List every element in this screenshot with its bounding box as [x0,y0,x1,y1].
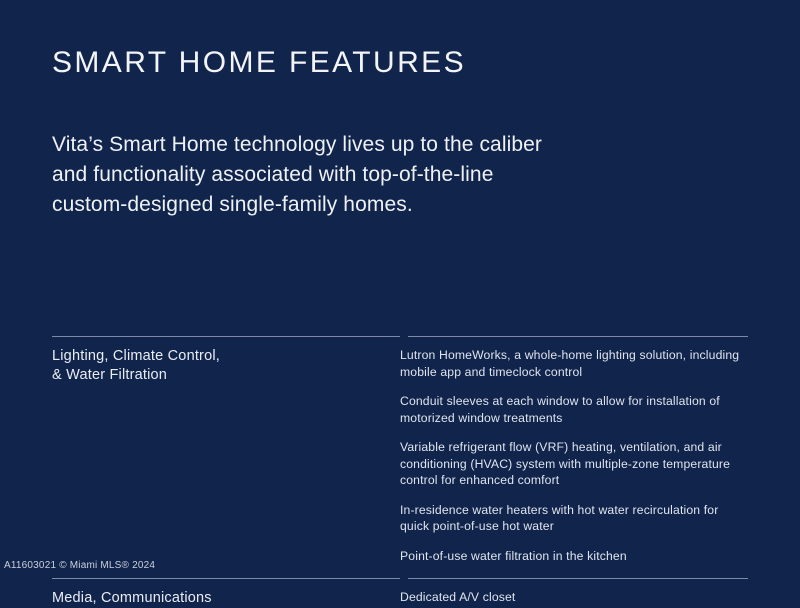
intro-line-1: Vita’s Smart Home technology lives up to the caliber [52,133,543,156]
list-item: Variable refrigerant flow (VRF) heating, ventilation, and air conditioning (HVAC) system with multiple-zone temperature control for enhanced comfort [400,440,731,487]
list-item: Lutron HomeWorks, a whole-home lighting solution, including mobile app and timeclock control [400,348,740,379]
divider-right [408,336,748,337]
watermark-text: A11603021 © Miami MLS® 2024 [4,560,156,571]
divider-right [408,578,748,579]
section-feature-list [400,347,748,564]
feature-section-media [52,578,748,608]
intro-line-2: and functionality associated with top-of-the-line [52,163,494,186]
category-line-1: Lighting, Climate Control, [52,348,220,364]
category-line-2: & Water Filtration [52,367,168,383]
list-item: Point-of-use water filtration in the kitchen [400,548,627,563]
intro-paragraph [52,130,542,220]
list-item: Conduit sleeves at each window to allow for installation of motorized window treatments [400,394,720,425]
page-title: SMART HOME FEATURES [52,46,466,79]
divider-left [52,336,400,337]
section-columns [52,589,748,608]
section-divider [52,336,748,337]
intro-line-3: custom-designed single-family homes. [52,193,413,216]
section-category [52,589,400,608]
list-item: Dedicated A/V closet [400,590,516,604]
category-line-1: Media, Communications [52,590,212,606]
section-columns [52,347,748,564]
feature-section-lighting [52,336,748,564]
divider-left [52,578,400,579]
list-item: In-residence water heaters with hot water recirculation for quick point-of-use hot water [400,502,719,533]
divider-gap [400,336,408,337]
section-feature-list [400,589,748,608]
section-category [52,347,400,564]
divider-gap [400,578,408,579]
section-divider [52,578,748,579]
